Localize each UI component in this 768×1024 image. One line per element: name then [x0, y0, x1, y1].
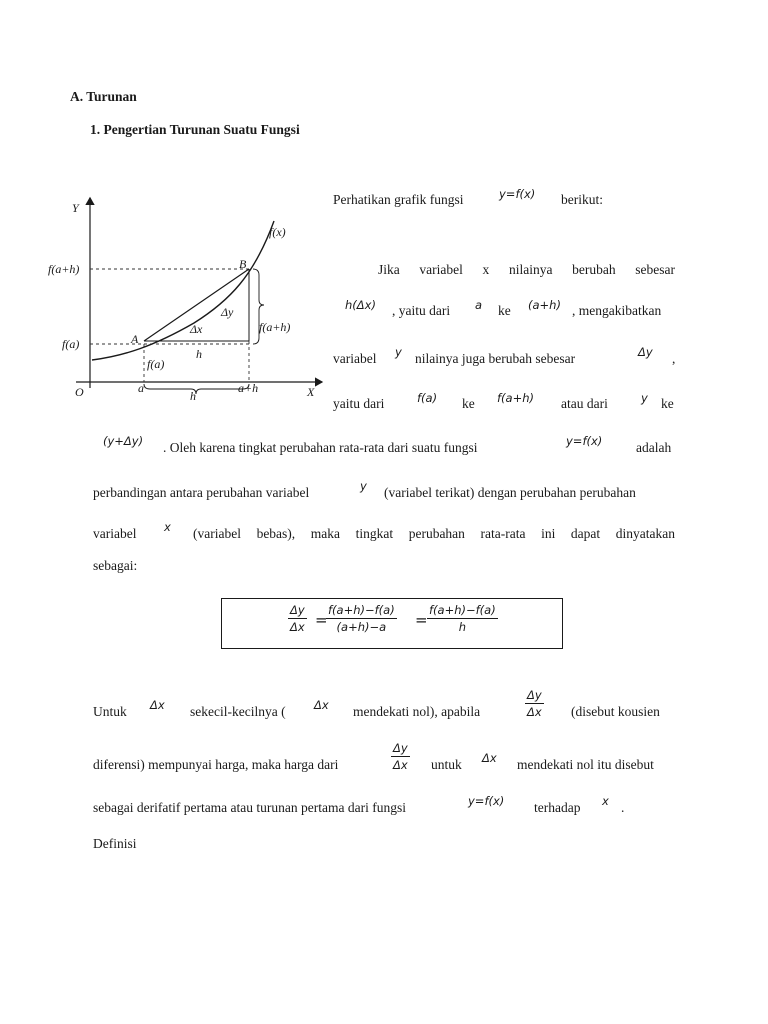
equals-sign: = — [315, 611, 328, 629]
math: y — [641, 391, 648, 405]
graph-label-dy: Δy — [221, 305, 234, 319]
text: variabel — [333, 351, 377, 366]
fraction-simplified: $\frac{f(a+h)-f(a)}{h}$ — [429, 603, 496, 634]
text: adalah — [636, 440, 672, 455]
math: y=f(x) — [566, 434, 603, 448]
math: (y+Δy) — [103, 434, 144, 448]
graph-label-tick-ah: a+h — [238, 381, 259, 395]
fraction-expanded: $\frac{f(a+h)-f(a)}{(a+h)-a}$ — [328, 603, 395, 634]
text: . Oleh karena tingkat perubahan rata-rata dari suatu fungsi — [163, 440, 478, 455]
graph-label-point-b: B — [239, 257, 247, 271]
math: f(a) — [417, 391, 438, 405]
graph-label-tick-a: a — [138, 381, 144, 395]
section-heading: A. Turunan — [70, 89, 137, 104]
math: h(Δx) — [345, 298, 376, 312]
text: terhadap — [534, 800, 581, 815]
text: . — [621, 800, 625, 815]
math: x — [164, 520, 171, 534]
text: sekecil-kecilnya ( — [190, 704, 286, 719]
text: diferensi) mempunyai harga, maka harga dari — [93, 757, 339, 772]
text: , mengakibatkan — [572, 303, 662, 318]
fraction-dy-dx: $\frac{\Delta y}{\Delta x}$ — [290, 603, 305, 634]
graph-label-x-axis: X — [307, 385, 315, 399]
graph-label-dx: Δx — [190, 322, 203, 336]
text: ke — [498, 303, 511, 318]
graph-label-fx: f(x) — [269, 225, 286, 239]
graph-label-h-inner: h — [196, 347, 202, 361]
text: berikut: — [561, 192, 603, 207]
math: f(a+h) — [497, 391, 534, 405]
curve-fx — [92, 221, 274, 360]
math: y=f(x) — [468, 794, 505, 808]
graph-label-fa-left: f(a) — [62, 337, 80, 351]
difference-quotient-formula — [221, 598, 563, 649]
math: y — [395, 345, 402, 359]
text: (disebut kousien — [571, 704, 660, 719]
fraction-dy-dx: $\frac{\Delta y}{\Delta x}$ — [393, 741, 408, 772]
text: mendekati nol itu disebut — [517, 757, 654, 772]
text: ke — [462, 396, 475, 411]
graph-label-fah-left: f(a+h) — [48, 262, 80, 276]
math: Δx — [314, 698, 329, 712]
derivative-graph — [44, 188, 334, 418]
text: Perhatikan grafik fungsi — [333, 192, 464, 207]
fraction-dy-dx: $\frac{\Delta y}{\Delta x}$ — [527, 688, 542, 719]
text: mendekati nol), apabila — [353, 704, 481, 719]
text: Jika variabel x nilainya berubah sebesar — [378, 262, 675, 277]
math: Δx — [150, 698, 165, 712]
text: Definisi — [93, 836, 137, 851]
math: a — [475, 298, 483, 312]
text: nilainya juga berubah sebesar — [415, 351, 576, 366]
text: ke — [661, 396, 674, 411]
text: (variabel bebas), maka tingkat perubahan rata-rata ini dapat dinyatakan — [193, 526, 675, 541]
text: , yaitu dari — [392, 303, 451, 318]
text: sebagai derifatif pertama atau turunan pertama dari fungsi — [93, 800, 406, 815]
math: x — [602, 794, 609, 808]
text: yaitu dari — [333, 396, 385, 411]
math: y=f(x) — [499, 187, 536, 201]
graph-label-fah-right: f(a+h) — [259, 320, 291, 334]
text: variabel — [93, 526, 137, 541]
graph-label-fa-inner: f(a) — [147, 357, 165, 371]
subsection-heading: 1. Pengertian Turunan Suatu Fungsi — [90, 122, 300, 137]
text: , — [672, 351, 676, 366]
math: Δy — [638, 345, 653, 359]
text: perbandingan antara perubahan variabel — [93, 485, 310, 500]
brace-bottom — [144, 384, 249, 394]
graph-label-y-axis: Y — [72, 201, 79, 215]
text: sebagai: — [93, 558, 138, 573]
math: Δx — [482, 751, 497, 765]
text: atau dari — [561, 396, 608, 411]
graph-label-point-a: A — [131, 332, 139, 346]
text: untuk — [431, 757, 462, 772]
math: y — [360, 479, 367, 493]
text: (variabel terikat) dengan perubahan perubahan — [384, 485, 636, 500]
graph-label-origin: O — [75, 385, 84, 399]
graph-label-h-below: h — [190, 389, 196, 403]
equals-sign: = — [415, 611, 428, 629]
math: (a+h) — [528, 298, 561, 312]
text: Untuk — [93, 704, 127, 719]
